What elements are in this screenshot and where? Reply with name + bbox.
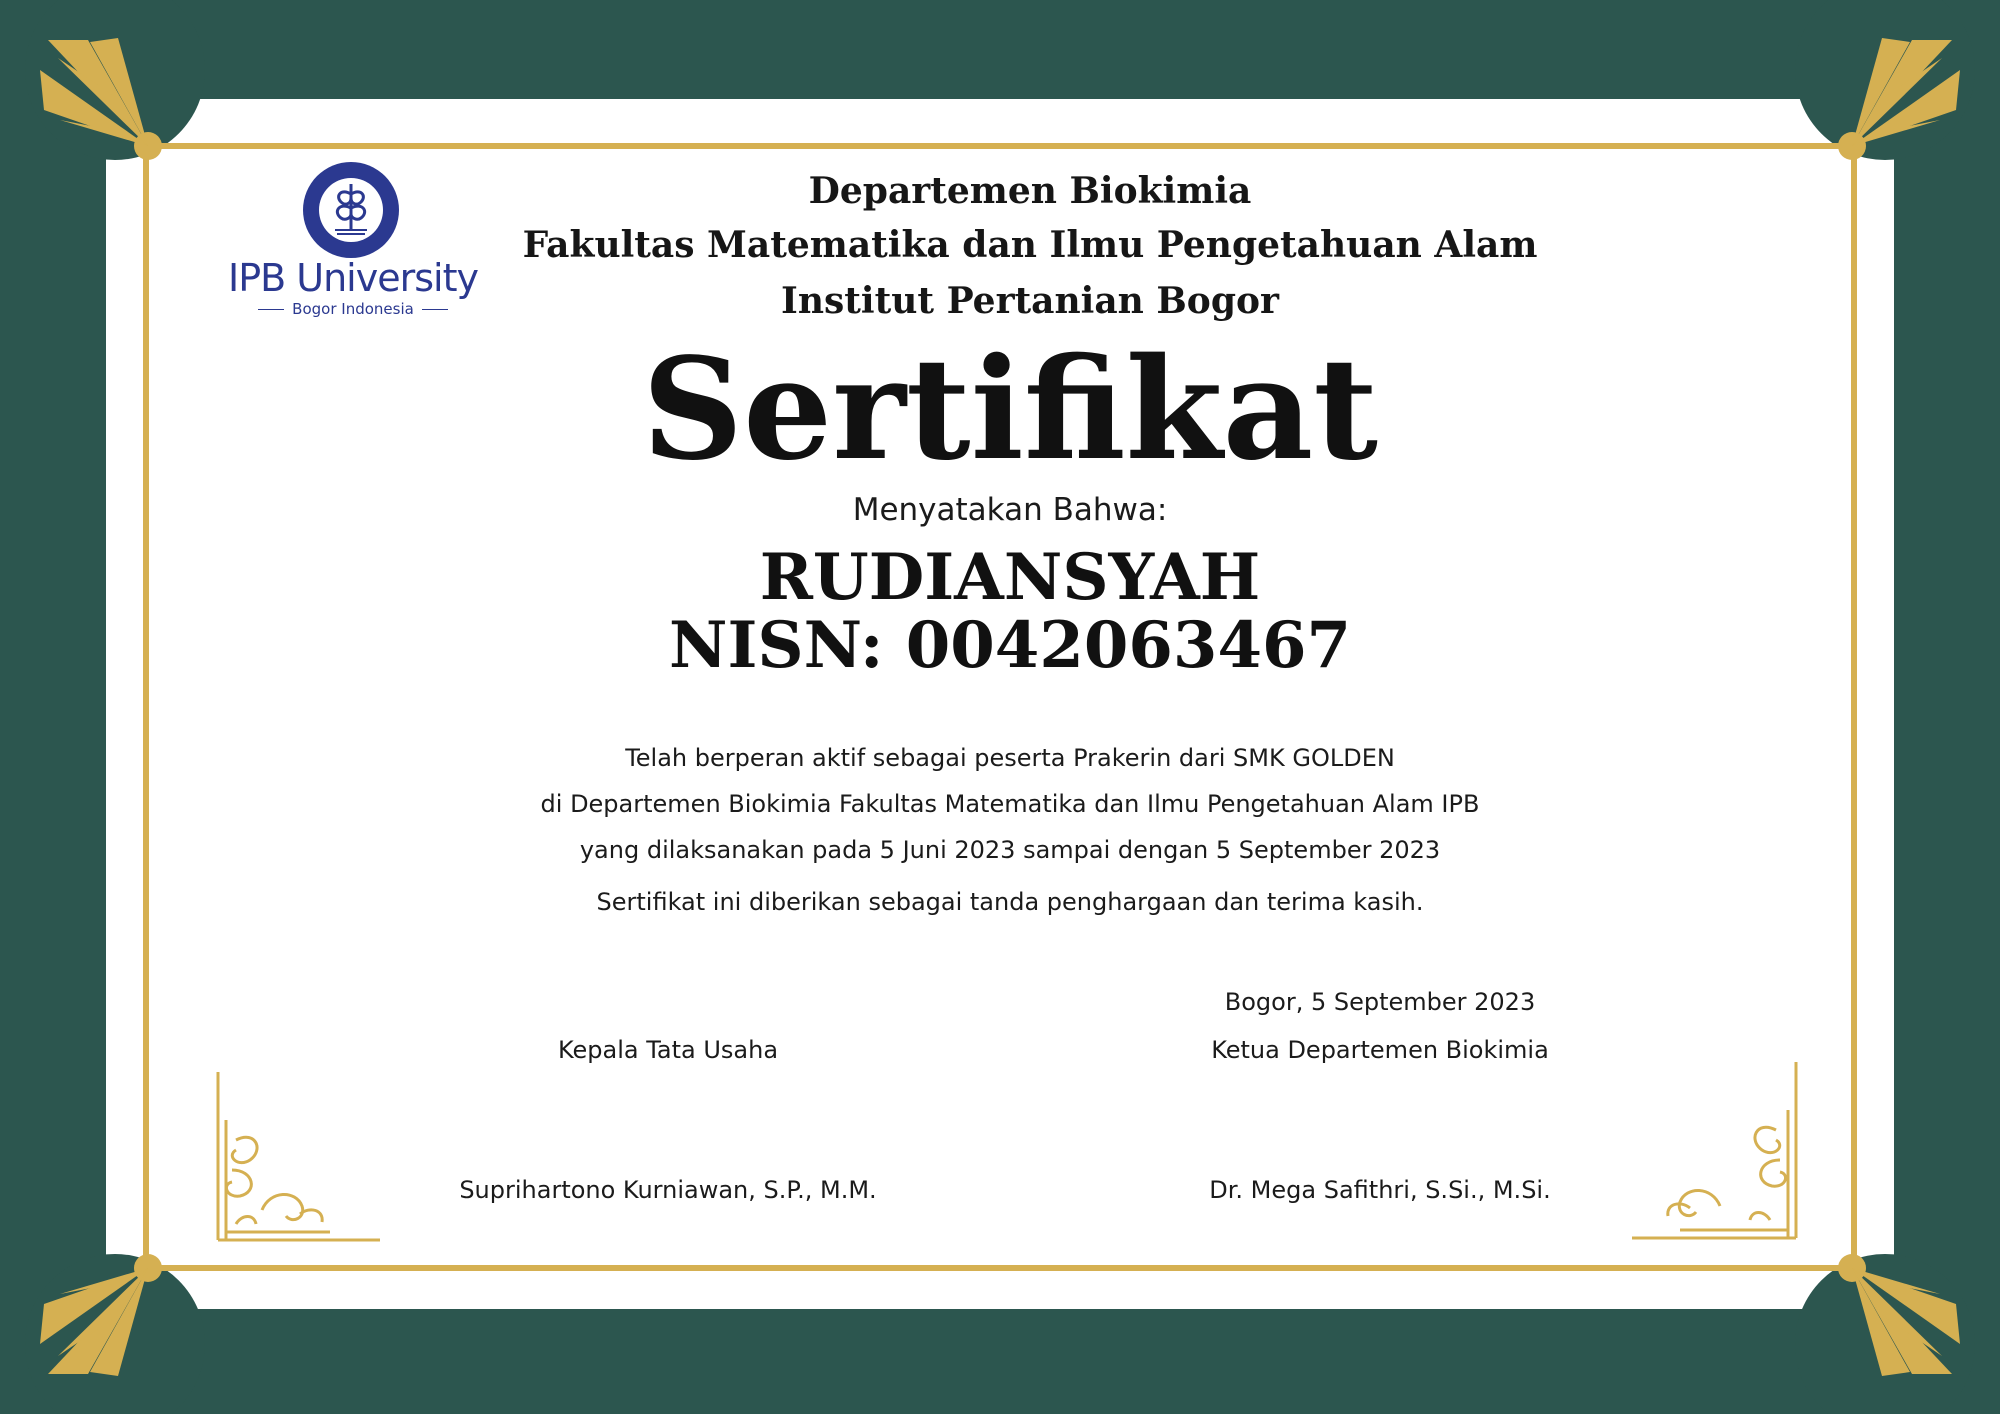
left-signer-title: Kepala Tata Usaha	[557, 1036, 779, 1064]
flourish-bottom-left-icon	[218, 1072, 380, 1240]
right-signer-name: Dr. Mega Safithri, S.Si., M.Si.	[1209, 1176, 1551, 1204]
left-signer-name: Suprihartono Kurniawan, S.P., M.M.	[459, 1176, 877, 1204]
header-faculty: Fakultas Matematika dan Ilmu Pengetahuan Alam	[522, 224, 1538, 266]
header-institute: Institut Pertanian Bogor	[781, 280, 1279, 322]
certificate-title: Sertifikat	[642, 328, 1378, 492]
recipient-name: RUDIANSYAH	[759, 540, 1261, 615]
recipient-nisn: NISN: 0042063467	[668, 608, 1352, 683]
logo-wordmark: IPB University	[228, 256, 478, 300]
body-line-2: di Departemen Biokimia Fakultas Matematika dan Ilmu Pengetahuan Alam IPB	[540, 790, 1480, 818]
certificate-subtitle: Menyatakan Bahwa:	[852, 492, 1168, 528]
ipb-seal-icon	[301, 160, 401, 260]
right-signer-title: Ketua Departemen Biokimia	[1211, 1036, 1549, 1064]
header-department: Departemen Biokimia	[808, 170, 1252, 212]
flourish-bottom-right-icon	[1632, 1062, 1796, 1238]
body-line-1: Telah berperan aktif sebagai peserta Prakerin dari SMK GOLDEN	[625, 744, 1395, 772]
logo-tagline: Bogor Indonesia	[228, 300, 478, 318]
body-line-3: yang dilaksanakan pada 5 Juni 2023 sampai dengan 5 September 2023	[579, 836, 1441, 864]
body-line-4: Sertifikat ini diberikan sebagai tanda penghargaan dan terima kasih.	[596, 888, 1424, 916]
place-date: Bogor, 5 September 2023	[1224, 988, 1536, 1016]
